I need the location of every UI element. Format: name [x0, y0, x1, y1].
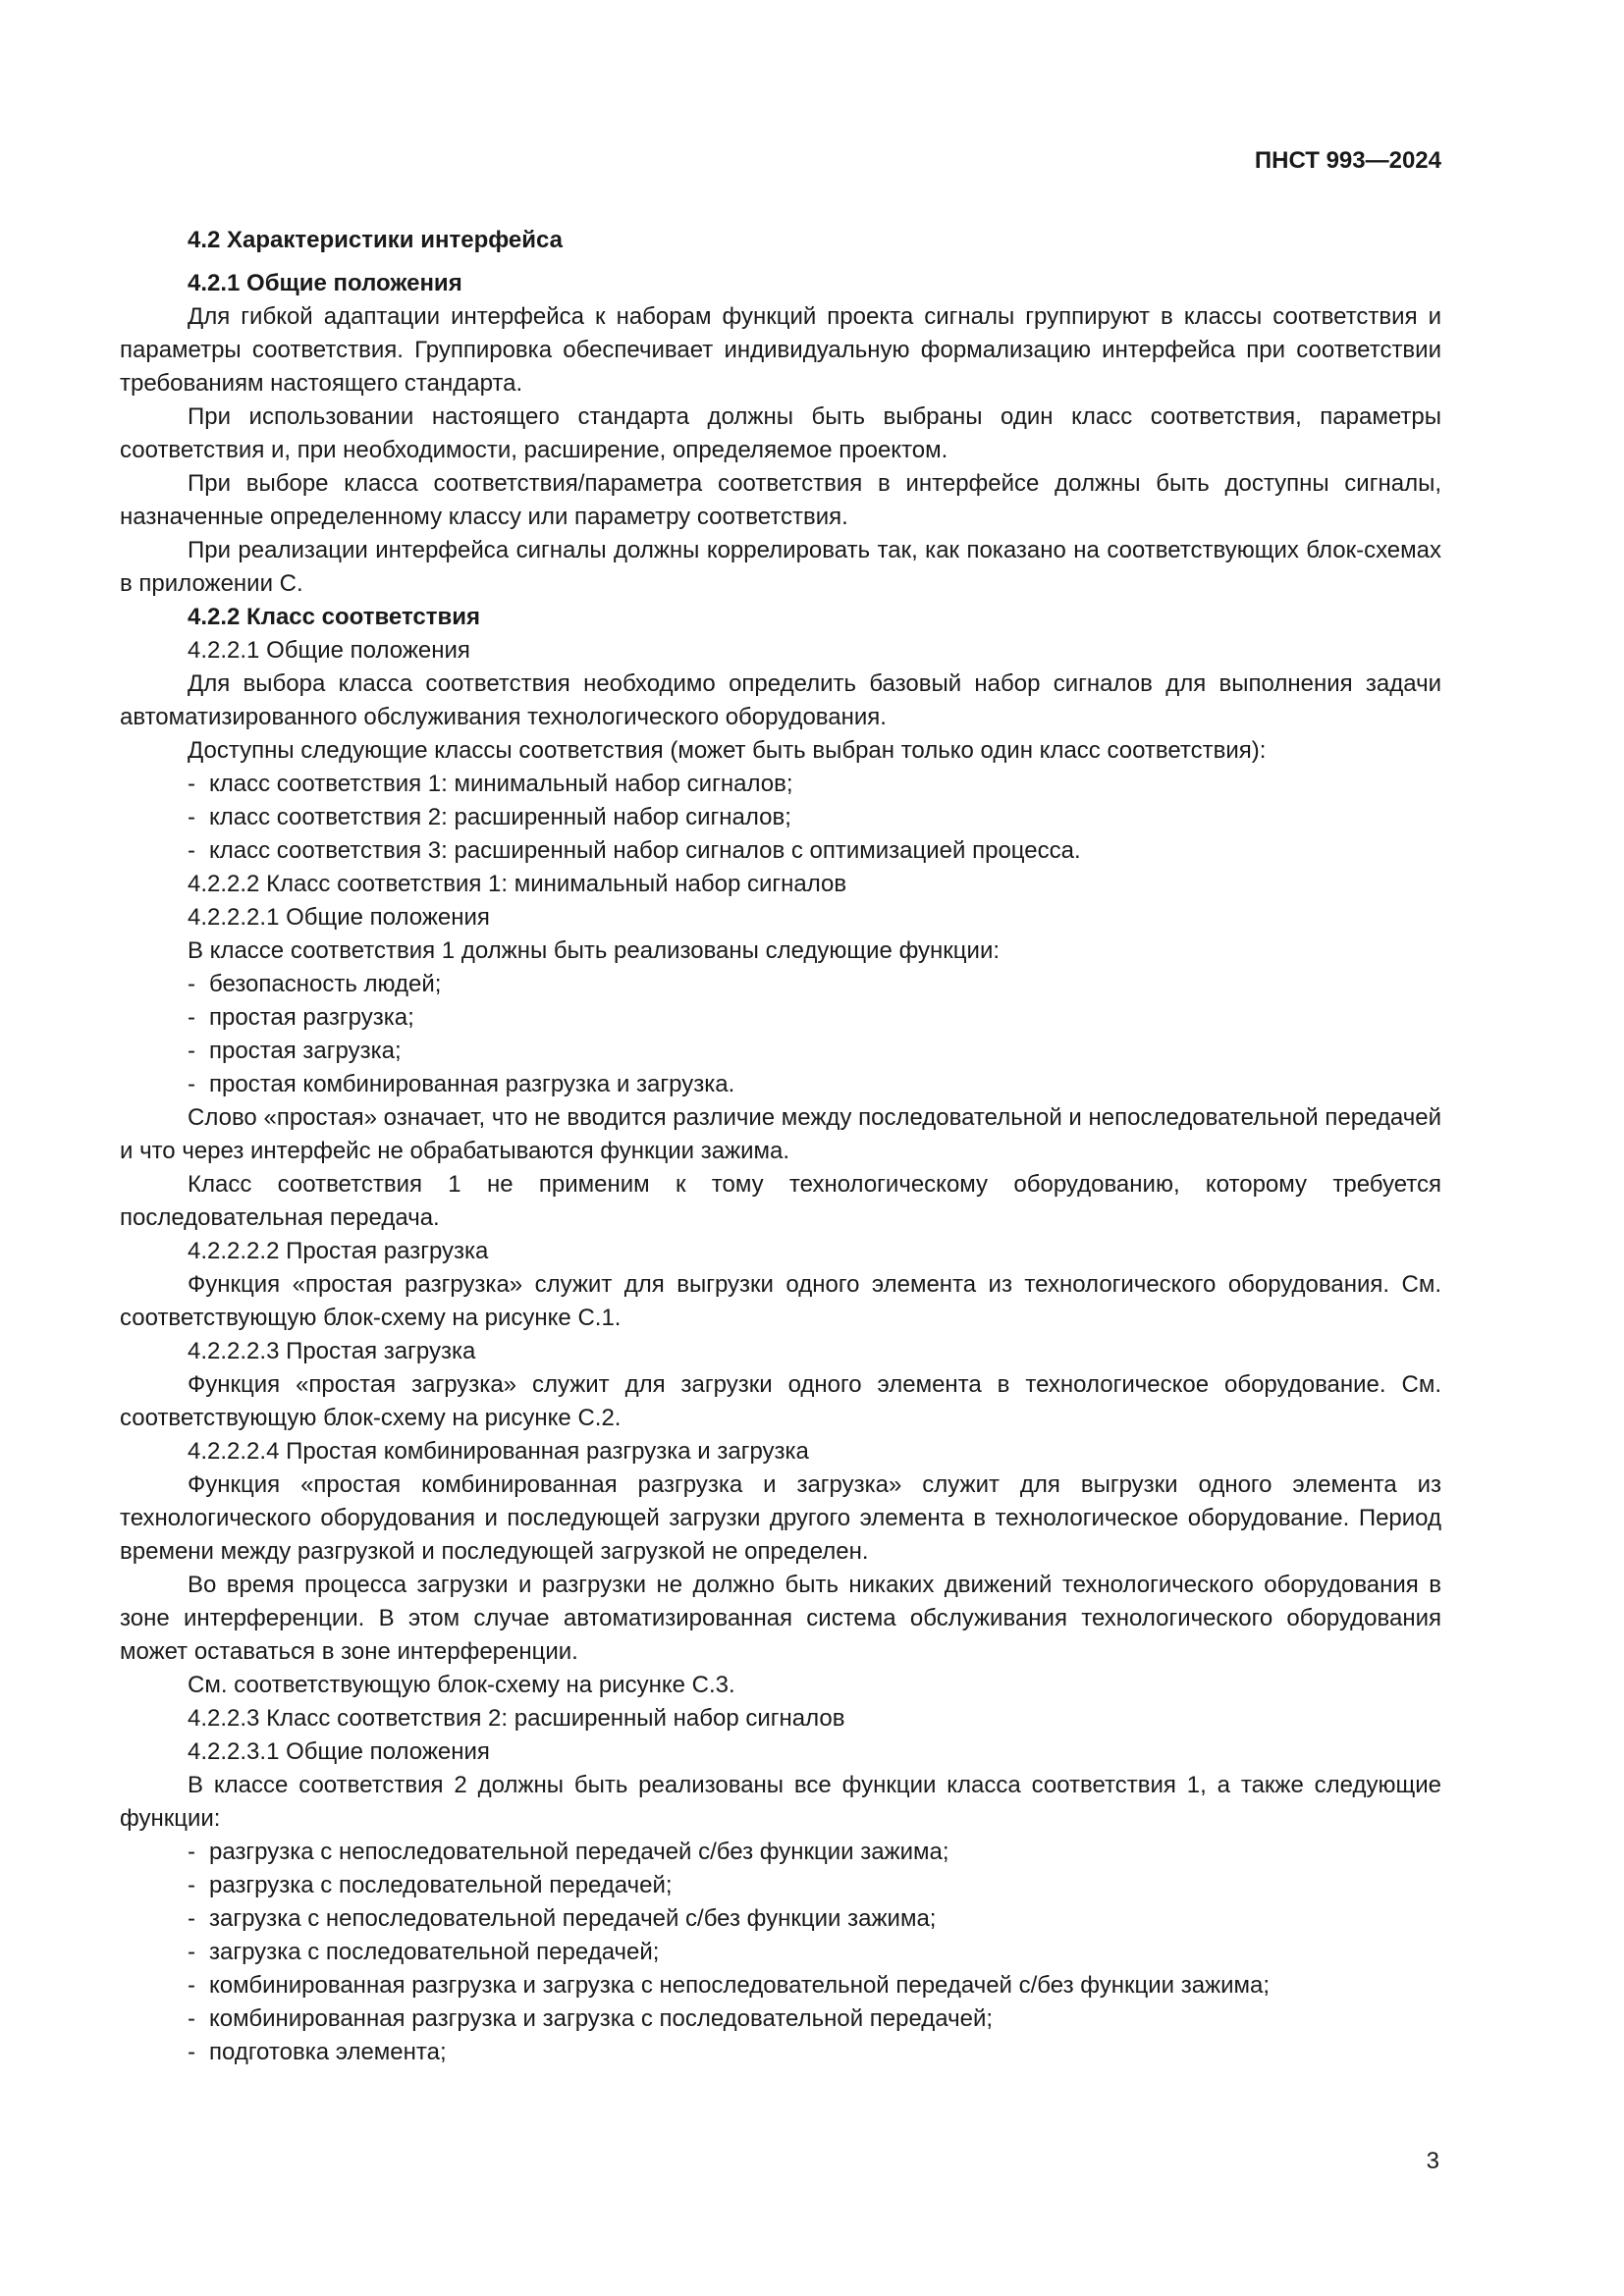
- paragraph: Функция «простая загрузка» служит для загрузки одного элемента в технологическое оборудование. См. соответствующую блок-схему на рисунке С.2.: [120, 1371, 1441, 1431]
- list-bullet: -: [188, 1972, 195, 1999]
- paragraph: В классе соответствия 1 должны быть реализованы следующие функции:: [188, 937, 1001, 964]
- list-bullet: -: [188, 1939, 195, 1965]
- list-bullet: -: [188, 1004, 195, 1031]
- paragraph: Функция «простая разгрузка» служит для выгрузки одного элемента из технологического оборудования. См. соответствующую блок-схему на рисунке С.1.: [120, 1271, 1441, 1331]
- list-bullet: -: [188, 771, 195, 797]
- list-bullet: -: [188, 1905, 195, 1932]
- list-item-text: простая разгрузка;: [209, 1004, 414, 1031]
- list-bullet: -: [188, 837, 195, 864]
- paragraph: См. соответствующую блок-схему на рисунке С.3.: [188, 1672, 735, 1698]
- list-item: [120, 1936, 1441, 1969]
- list-item-text: класс соответствия 2: расширенный набор сигналов;: [209, 804, 791, 830]
- list-bullet: -: [188, 1872, 195, 1898]
- paragraph: Доступны следующие классы соответствия (может быть выбран только один класс соответствия):: [188, 737, 1267, 764]
- document-body: [120, 224, 1441, 2069]
- subsection-title: 4.2.2.2.4 Простая комбинированная разгрузка и загрузка: [188, 1438, 809, 1465]
- list-bullet: -: [188, 971, 195, 997]
- list-item-text: безопасность людей;: [209, 971, 442, 997]
- list-item: [120, 1902, 1441, 1936]
- list-item: [120, 2002, 1441, 2036]
- paragraph: Класс соответствия 1 не применим к тому технологическому оборудованию, которому требуется последовательная передача.: [120, 1171, 1441, 1231]
- section-heading: 4.2.2 Класс соответствия: [188, 604, 480, 630]
- paragraph: Слово «простая» означает, что не вводится различие между последовательной и непоследовательной передачей и что через интерфейс не обрабатываются функции зажима.: [120, 1104, 1441, 1164]
- subsection-title: 4.2.2.2.3 Простая загрузка: [188, 1338, 476, 1364]
- list-item: [120, 768, 1441, 801]
- paragraph: В классе соответствия 2 должны быть реализованы все функции класса соответствия 1, а также следующие функции:: [120, 1772, 1441, 1832]
- list-item-text: класс соответствия 1: минимальный набор сигналов;: [209, 771, 793, 797]
- list-item-text: простая комбинированная разгрузка и загрузка.: [209, 1071, 735, 1097]
- list-bullet: -: [188, 1038, 195, 1064]
- list-bullet: -: [188, 2039, 195, 2065]
- list-bullet: -: [188, 804, 195, 830]
- page-number: 3: [1426, 2148, 1439, 2174]
- list-item-text: комбинированная разгрузка и загрузка с непоследовательной передачей с/без функции зажима;: [209, 1972, 1271, 1999]
- list-item: [120, 968, 1441, 1001]
- list-bullet: -: [188, 2005, 195, 2032]
- list-bullet: -: [188, 1839, 195, 1865]
- paragraph: При выборе класса соответствия/параметра соответствия в интерфейсе должны быть доступны сигналы, назначенные определенному классу или параметру соответствия.: [120, 470, 1441, 530]
- subsection-title: 4.2.2.1 Общие положения: [188, 637, 470, 664]
- subsection-title: 4.2.2.3.1 Общие положения: [188, 1738, 490, 1765]
- paragraph: Для гибкой адаптации интерфейса к наборам функций проекта сигналы группируют в классы соответствия и параметры соответствия. Группировка обеспечивает индивидуальную формализацию интерфейса при соответствии требованиям настоящего стандарта.: [120, 303, 1441, 397]
- list-item: [120, 1035, 1441, 1068]
- document-id: ПНСТ 993—2024: [1254, 147, 1441, 174]
- paragraph: При реализации интерфейса сигналы должны коррелировать так, как показано на соответствующих блок-схемах в приложении С.: [120, 537, 1441, 597]
- list-item-text: разгрузка с последовательной передачей;: [209, 1872, 673, 1898]
- list-item-text: загрузка с последовательной передачей;: [209, 1939, 660, 1965]
- paragraph: Во время процесса загрузки и разгрузки не должно быть никаких движений технологического оборудования в зоне интерференции. В этом случае автоматизированная система обслуживания технологического оборудования может оставаться в зоне интерференции.: [120, 1572, 1441, 1665]
- section-heading: 4.2 Характеристики интерфейса: [188, 227, 563, 253]
- list-item-text: класс соответствия 3: расширенный набор сигналов с оптимизацией процесса.: [209, 837, 1081, 864]
- list-item: [120, 1869, 1441, 1902]
- list-item-text: загрузка с непоследовательной передачей с/без функции зажима;: [209, 1905, 937, 1932]
- subsection-title: 4.2.2.2 Класс соответствия 1: минимальный набор сигналов: [188, 871, 847, 897]
- list-item: [120, 801, 1441, 834]
- list-item: [120, 1001, 1441, 1035]
- subsection-title: 4.2.2.2.2 Простая разгрузка: [188, 1238, 489, 1264]
- list-item-text: простая загрузка;: [209, 1038, 402, 1064]
- list-item-text: разгрузка с непоследовательной передачей с/без функции зажима;: [209, 1839, 949, 1865]
- list-item: [120, 834, 1441, 868]
- subsection-title: 4.2.2.2.1 Общие положения: [188, 904, 490, 931]
- list-item: [120, 1969, 1441, 2002]
- list-item: [120, 1836, 1441, 1869]
- paragraph: Для выбора класса соответствия необходимо определить базовый набор сигналов для выполнения задачи автоматизированного обслуживания технологического оборудования.: [120, 670, 1441, 730]
- list-item: [120, 1068, 1441, 1101]
- list-item-text: подготовка элемента;: [209, 2039, 447, 2065]
- list-item-text: комбинированная разгрузка и загрузка с последовательной передачей;: [209, 2005, 994, 2032]
- section-heading: 4.2.1 Общие положения: [188, 270, 462, 296]
- list-item: [120, 2036, 1441, 2069]
- paragraph: При использовании настоящего стандарта должны быть выбраны один класс соответствия, параметры соответствия и, при необходимости, расширение, определяемое проектом.: [120, 403, 1441, 463]
- paragraph: Функция «простая комбинированная разгрузка и загрузка» служит для выгрузки одного элемента из технологического оборудования и последующей загрузки другого элемента в технологическое оборудование. Период времени между разгрузкой и последующей загрузкой не определен.: [120, 1471, 1441, 1565]
- subsection-title: 4.2.2.3 Класс соответствия 2: расширенный набор сигналов: [188, 1705, 845, 1732]
- list-bullet: -: [188, 1071, 195, 1097]
